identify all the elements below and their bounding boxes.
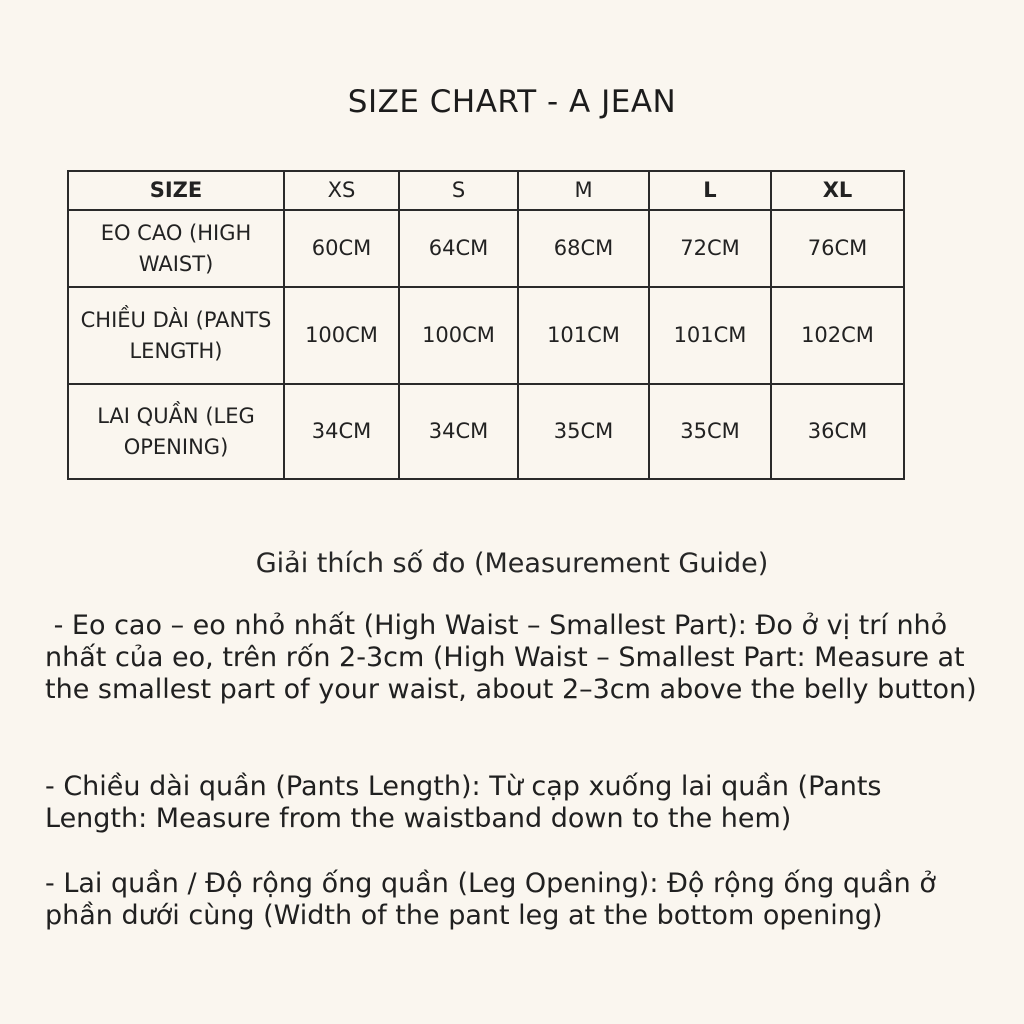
table-row — [68, 384, 904, 479]
table-cell: 34CM — [399, 384, 518, 479]
guide-item-high-waist: - Eo cao – eo nhỏ nhất (High Waist – Smallest Part): Đo ở vị trí nhỏ nhất của eo, trên rốn 2-3cm (High Waist – Smallest Part: Measure at the smallest part of your waist, about 2–3cm above the belly button) — [45, 610, 977, 705]
table-cell: 100CM — [284, 287, 399, 384]
table-cell: 35CM — [649, 384, 771, 479]
table-cell: 60CM — [284, 210, 399, 287]
page-title: SIZE CHART - A JEAN — [347, 84, 677, 120]
header-cell-m: M — [518, 171, 649, 210]
table-cell: 35CM — [518, 384, 649, 479]
guide-item-leg-opening: - Lai quần / Độ rộng ống quần (Leg Opening): Độ rộng ống quần ở phần dưới cùng (Width of the pant leg at the bottom opening) — [45, 868, 936, 931]
table-header-row — [68, 171, 904, 210]
table-cell: 72CM — [649, 210, 771, 287]
header-cell-s: S — [399, 171, 518, 210]
table-row — [68, 287, 904, 384]
row-label-pants-length: CHIỀU DÀI (PANTS LENGTH) — [68, 287, 284, 384]
header-cell-l: L — [649, 171, 771, 210]
table-cell: 101CM — [649, 287, 771, 384]
table-cell: 64CM — [399, 210, 518, 287]
table-row — [68, 210, 904, 287]
row-label-leg-opening: LAI QUẦN (LEG OPENING) — [68, 384, 284, 479]
table-cell: 36CM — [771, 384, 904, 479]
table-cell: 68CM — [518, 210, 649, 287]
measurement-guide-title: Giải thích số đo (Measurement Guide) — [255, 548, 769, 579]
table-cell: 102CM — [771, 287, 904, 384]
size-chart-table — [67, 170, 905, 480]
guide-item-pants-length: - Chiều dài quần (Pants Length): Từ cạp xuống lai quần (Pants Length: Measure from the waistband down to the hem) — [45, 771, 882, 834]
table-cell: 76CM — [771, 210, 904, 287]
table-cell: 101CM — [518, 287, 649, 384]
header-cell-size: SIZE — [68, 171, 284, 210]
table-cell: 100CM — [399, 287, 518, 384]
table-cell: 34CM — [284, 384, 399, 479]
header-cell-xl: XL — [771, 171, 904, 210]
row-label-high-waist: EO CAO (HIGH WAIST) — [68, 210, 284, 287]
header-cell-xs: XS — [284, 171, 399, 210]
